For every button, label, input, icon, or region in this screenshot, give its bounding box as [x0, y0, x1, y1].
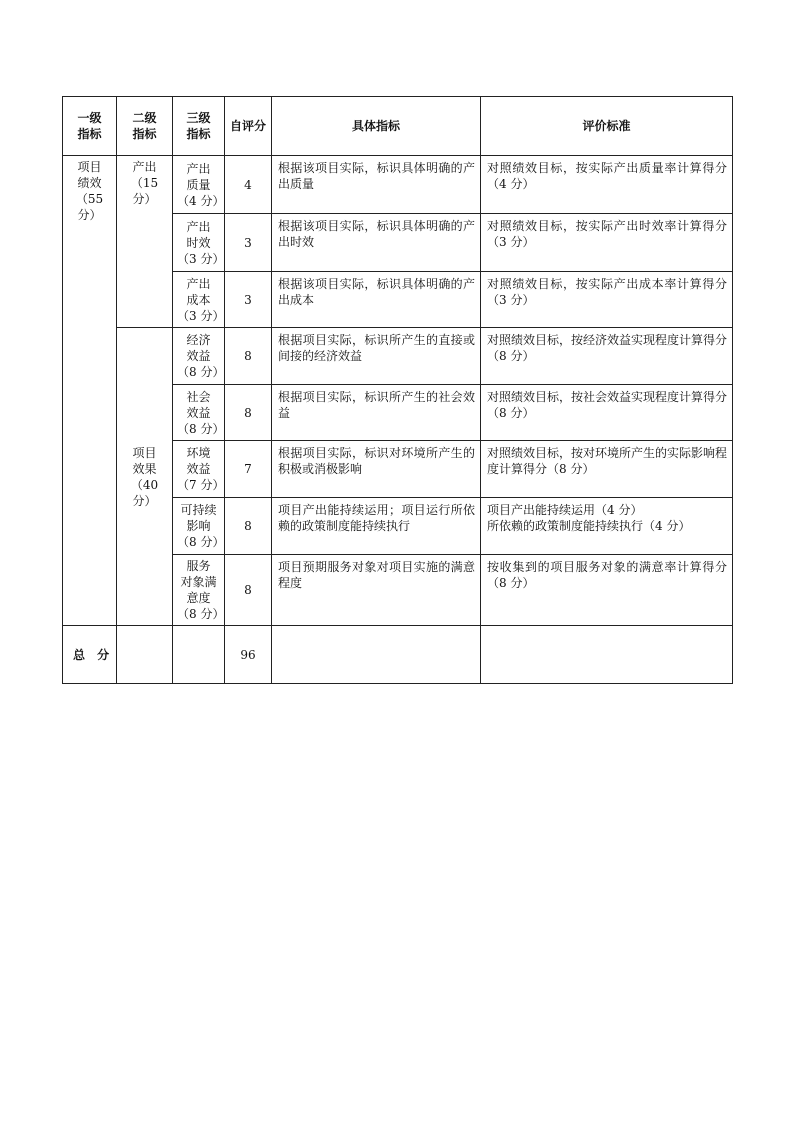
level3-cell-line: （3 分） [177, 251, 225, 266]
level3-cell-line: 经济 [186, 333, 211, 347]
header-level1 [63, 97, 117, 156]
level3-cell [173, 272, 225, 328]
total-empty-cell [173, 626, 225, 684]
level3-cell-line: （7 分） [177, 478, 225, 492]
level2-cell-output [117, 156, 173, 328]
level3-cell-line: （8 分） [177, 421, 225, 436]
standard-cell [481, 328, 733, 385]
standard-line: 对照绩效目标，按实际产出成本率计算得分（3 分） [487, 277, 727, 307]
level3-cell-line: 对象满 [180, 575, 217, 589]
total-empty-cell [272, 626, 481, 684]
indicator-cell: 根据项目实际，标识所产生的直接或间接的经济效益 [272, 328, 481, 385]
level2-cell-effect-line: 效果 [132, 461, 157, 476]
level1-cell [63, 156, 117, 626]
indicator-cell: 项目产出能持续运用；项目运行所依赖的政策制度能持续执行 [272, 498, 481, 555]
indicator-cell: 根据项目实际，标识所产生的社会效益 [272, 385, 481, 441]
total-label: 总 分 [63, 626, 117, 684]
indicator-cell: 根据该项目实际，标识具体明确的产出质量 [272, 156, 481, 214]
level3-cell [173, 498, 225, 555]
level3-cell-line: 环境 [186, 446, 211, 460]
level3-cell-line: 服务 [186, 559, 211, 573]
level3-cell-line: （8 分） [177, 365, 225, 379]
level1-cell-line: （55 分） [75, 192, 104, 222]
level3-cell-line: 效益 [186, 349, 211, 363]
total-row [63, 626, 733, 684]
standard-cell [481, 555, 733, 626]
table-body [63, 156, 733, 684]
total-score: 96 [225, 626, 272, 684]
level2-cell-effect-line: （40 分） [130, 477, 159, 508]
level3-cell [173, 441, 225, 498]
self-score-cell: 8 [225, 555, 272, 626]
level3-cell-line: （8 分） [177, 607, 225, 621]
performance-score-table [62, 96, 733, 684]
total-empty-cell [117, 626, 173, 684]
header-level1-line: 指标 [77, 127, 102, 141]
level3-cell-line: 产出 [186, 161, 211, 176]
standard-line: 对照绩效目标，按社会效益实现程度计算得分（8 分） [487, 390, 728, 420]
indicator-cell: 根据项目实际，标识对环境所产生的积极或消极影响 [272, 441, 481, 498]
level3-cell-line: （3 分） [177, 308, 225, 323]
level3-cell-line: 社会 [186, 389, 211, 404]
standard-cell [481, 441, 733, 498]
standard-line: 对照绩效目标，按实际产出时效率计算得分（3 分） [487, 219, 727, 249]
level3-cell-line: 意度 [186, 591, 211, 605]
level3-cell [173, 555, 225, 626]
level2-cell-output-line: （15 分） [130, 176, 159, 206]
standard-cell [481, 498, 733, 555]
standard-cell [481, 156, 733, 214]
level3-cell-line: （4 分） [177, 193, 225, 208]
header-level3 [173, 97, 225, 156]
level3-cell-line: 效益 [186, 462, 211, 476]
level2-cell-effect [117, 328, 173, 626]
level3-cell-line: 成本 [186, 292, 211, 307]
indicator-cell: 项目预期服务对象对项目实施的满意程度 [272, 555, 481, 626]
self-score-cell: 8 [225, 498, 272, 555]
header-indicator: 具体指标 [272, 97, 481, 156]
standard-cell [481, 385, 733, 441]
level3-cell-line: 质量 [186, 177, 211, 192]
level3-cell [173, 385, 225, 441]
self-score-cell: 4 [225, 156, 272, 214]
level3-cell [173, 328, 225, 385]
standard-cell [481, 214, 733, 272]
self-score-cell: 8 [225, 328, 272, 385]
standard-line: 对照绩效目标，按对环境所产生的实际影响程度计算得分（8 分） [487, 446, 728, 476]
standard-line: 对照绩效目标，按实际产出质量率计算得分（4 分） [487, 161, 727, 191]
level3-cell-line: 影响 [186, 519, 211, 533]
level3-cell [173, 214, 225, 272]
header-level1-line: 一级 [77, 111, 102, 125]
level3-cell-line: （8 分） [177, 535, 225, 549]
header-level3-line: 三级 [186, 111, 211, 125]
level3-cell-line: 产出 [186, 276, 211, 291]
header-level3-line: 指标 [186, 127, 211, 141]
total-empty-cell [481, 626, 733, 684]
level3-cell-line: 产出 [186, 219, 211, 234]
level1-cell-line: 绩效 [77, 176, 102, 190]
indicator-cell: 根据该项目实际，标识具体明确的产出成本 [272, 272, 481, 328]
header-standard: 评价标准 [481, 97, 733, 156]
indicator-cell: 根据该项目实际，标识具体明确的产出时效 [272, 214, 481, 272]
level3-cell-line: 时效 [186, 235, 211, 250]
self-score-cell: 7 [225, 441, 272, 498]
standard-line: 项目产出能持续运用（4 分） [487, 503, 643, 517]
standard-line: 按收集到的项目服务对象的满意率计算得分（8 分） [487, 560, 727, 590]
level3-cell-line: 可持续 [180, 503, 217, 517]
level2-cell-effect-line: 项目 [132, 445, 157, 460]
standard-line: 所依赖的政策制度能持续执行（4 分） [487, 519, 691, 533]
level2-cell-output-line: 产出 [132, 160, 157, 174]
self-score-cell: 8 [225, 385, 272, 441]
header-level2 [117, 97, 173, 156]
table-row [63, 328, 733, 385]
table-row [63, 156, 733, 214]
level3-cell-line: 效益 [186, 405, 211, 420]
level3-cell [173, 156, 225, 214]
header-level2-line: 指标 [132, 127, 157, 141]
self-score-cell: 3 [225, 214, 272, 272]
standard-cell [481, 272, 733, 328]
level1-cell-line: 项目 [77, 160, 102, 174]
standard-line: 对照绩效目标，按经济效益实现程度计算得分（8 分） [487, 333, 728, 363]
table-header-row [63, 97, 733, 156]
header-level2-line: 二级 [132, 111, 157, 125]
self-score-cell: 3 [225, 272, 272, 328]
header-self-score: 自评分 [225, 97, 272, 156]
